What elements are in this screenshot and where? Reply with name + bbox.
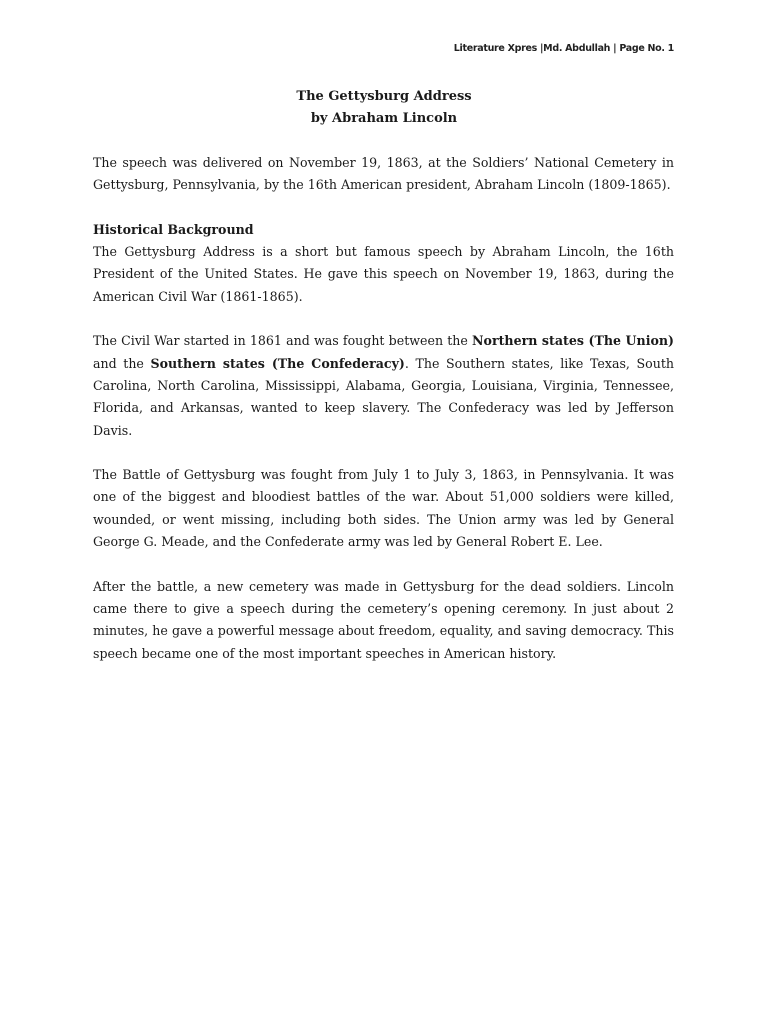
section-heading: Historical Background bbox=[93, 221, 254, 237]
paragraph-cemetery: After the battle, a new cemetery was made in Gettysburg for the dead soldiers. Lincoln came there to give a speech during the cemetery’s opening ceremony. In just about 2 minutes, he gave a powerful message about freedom, equality, and saving democracy. This speech became one of the most important speeches in American history. bbox=[93, 578, 674, 661]
document-body bbox=[93, 152, 674, 665]
paragraph-battle: The Battle of Gettysburg was fought from July 1 to July 3, 1863, in Pennsylvania. It was one of the biggest and bloodiest battles of the war. About 51,000 soldiers were killed, wounded, or went missing, including both sides. The Union army was led by General George G. Meade, and the Confederate army was led by General Robert E. Lee. bbox=[93, 467, 674, 550]
paragraph-civil-war-text-3: . The Southern states, like Texas, South Carolina, North Carolina, Mississippi, Alabama, Georgia, Louisiana, Virginia, Tennessee, Florida, and Arkansas, wanted to keep slavery. The Confederacy was led by Jefferson Davis. bbox=[93, 355, 674, 438]
running-header: Literature Xpres |Md. Abdullah | Page No. 1 bbox=[453, 43, 674, 54]
southern-states-bold: Southern states (The Confederacy) bbox=[150, 355, 405, 371]
paragraph-civil-war-text-1: The Civil War started in 1861 and was fought between the bbox=[93, 333, 473, 349]
document-title: The Gettysburg Address bbox=[296, 89, 472, 104]
document-byline: by Abraham Lincoln bbox=[310, 111, 458, 127]
paragraph-civil-war-text-2: and the bbox=[93, 355, 151, 371]
title-block bbox=[0, 86, 768, 131]
intro-paragraph: The speech was delivered on November 19, 1863, at the Soldiers’ National Cemetery in Gettysburg, Pennsylvania, by the 16th American president, Abraham Lincoln (1809-1865). bbox=[93, 155, 674, 193]
paragraph-historical-1: The Gettysburg Address is a short but famous speech by Abraham Lincoln, the 16th President of the United States. He gave this speech on November 19, 1863, during the American Civil War (1861-1865). bbox=[93, 244, 674, 304]
northern-states-bold: Northern states (The Union) bbox=[472, 333, 674, 349]
paragraph-civil-war bbox=[93, 330, 674, 441]
